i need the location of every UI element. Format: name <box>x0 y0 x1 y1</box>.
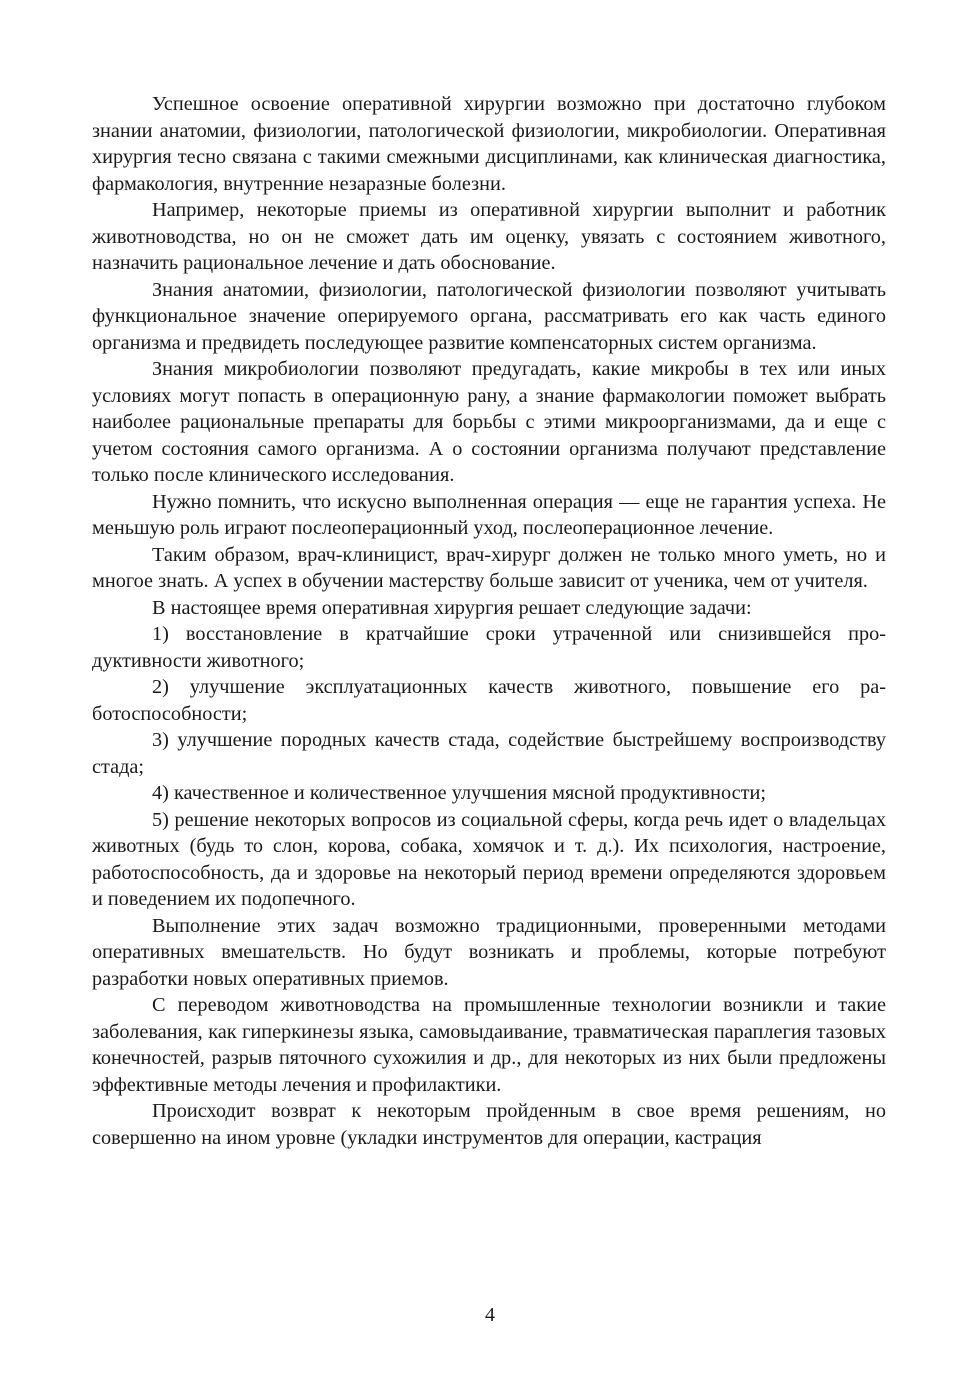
paragraph-1: Успешное освоение оперативной хирургии возможно при достаточно глубоком знании анатомии, физиологии, патологической физиологии, микробиологии. Оперативная хирургия тесно связана с такими смежными дисциплинами, как клиническая диагностика, фармакология, внутренние незаразные болезни. <box>92 93 886 195</box>
list-item-4: 4) качественное и количественное улучшения мясной продуктивности; <box>152 782 766 804</box>
paragraph-2: Например, некоторые приемы из оперативной хирургии выполнит и работник животноводства, но он не сможет дать им оценку, увязать с состоянием животного, назначить рациональное лечение и дать обоснование. <box>92 199 886 274</box>
paragraph-10: Происходит возврат к некоторым пройденным в свое время решениям, но совершенно на ином уровне (укладки инструментов для операции, кастрация <box>92 1100 886 1149</box>
paragraph-8: Выполнение этих задач возможно традиционными, проверенными методами оперативных вмешательств. Но будут возникать и проблемы, которые потребуют разработки новых оперативных приемов. <box>92 914 886 990</box>
list-item-3: 3) улучшение породных качеств стада, содействие быстрейшему воспроизводству стада; <box>92 729 886 778</box>
list-item-1: 1) восстановление в кратчайшие сроки утраченной или снизившейся продуктивности животного; <box>92 623 886 672</box>
list-item-2: 2) улучшение эксплуатационных качеств животного, повышение его работоспособности; <box>92 676 886 725</box>
paragraph-7: В настоящее время оперативная хирургия решает следующие задачи: <box>152 596 752 619</box>
paragraph-9: С переводом животноводства на промышленные технологии возникли и такие заболевания, как гиперкинезы языка, самовыдаивание, травматическая параплегия тазовых конечностей, разрыв пяточного сухожилия и др., для некоторых из них были предложены эффективные методы лечения и профилактики. <box>92 994 886 1096</box>
paragraph-5: Нужно помнить, что искусно выполненная операция — еще не гарантия успеха. Не меньшую роль играют послеоперационный уход, послеоперационное лечение. <box>92 490 886 539</box>
paragraph-6: Таким образом, врач-клиницист, врач-хирург должен не только много уметь, но и многое знать. А успех в обучении мастерству больше зависит от ученика, чем от учителя. <box>92 543 886 592</box>
list-item-5: 5) решение некоторых вопросов из социальной сферы, когда речь идет о владельцах животных (будь то слон, корова, собака, хомячок и т. д.). Их психология, настроение, работоспособность, да и здоровье на некоторый период времени определяются здоровьем и поведением их подопечного. <box>92 808 886 910</box>
paragraph-4: Знания микробиологии позволяют предугадать, какие микробы в тех или иных условиях могут попасть в операционную рану, а знание фармакологии поможет выбрать наиболее рациональные препараты для борьбы с этими микроорганизмами, да и еще с учетом состояния самого организма. А о состоянии организма получают представление только после клинического исследования. <box>92 358 886 486</box>
paragraph-3: Знания анатомии, физиологии, патологической физиологии позволяют учитывать функциональное значение оперируемого органа, рассматривать его как часть единого организма и предвидеть последующее развитие компенсаторных систем организма. <box>92 278 886 354</box>
page-number: 4 <box>485 1304 495 1326</box>
page-body-text <box>92 91 886 1151</box>
